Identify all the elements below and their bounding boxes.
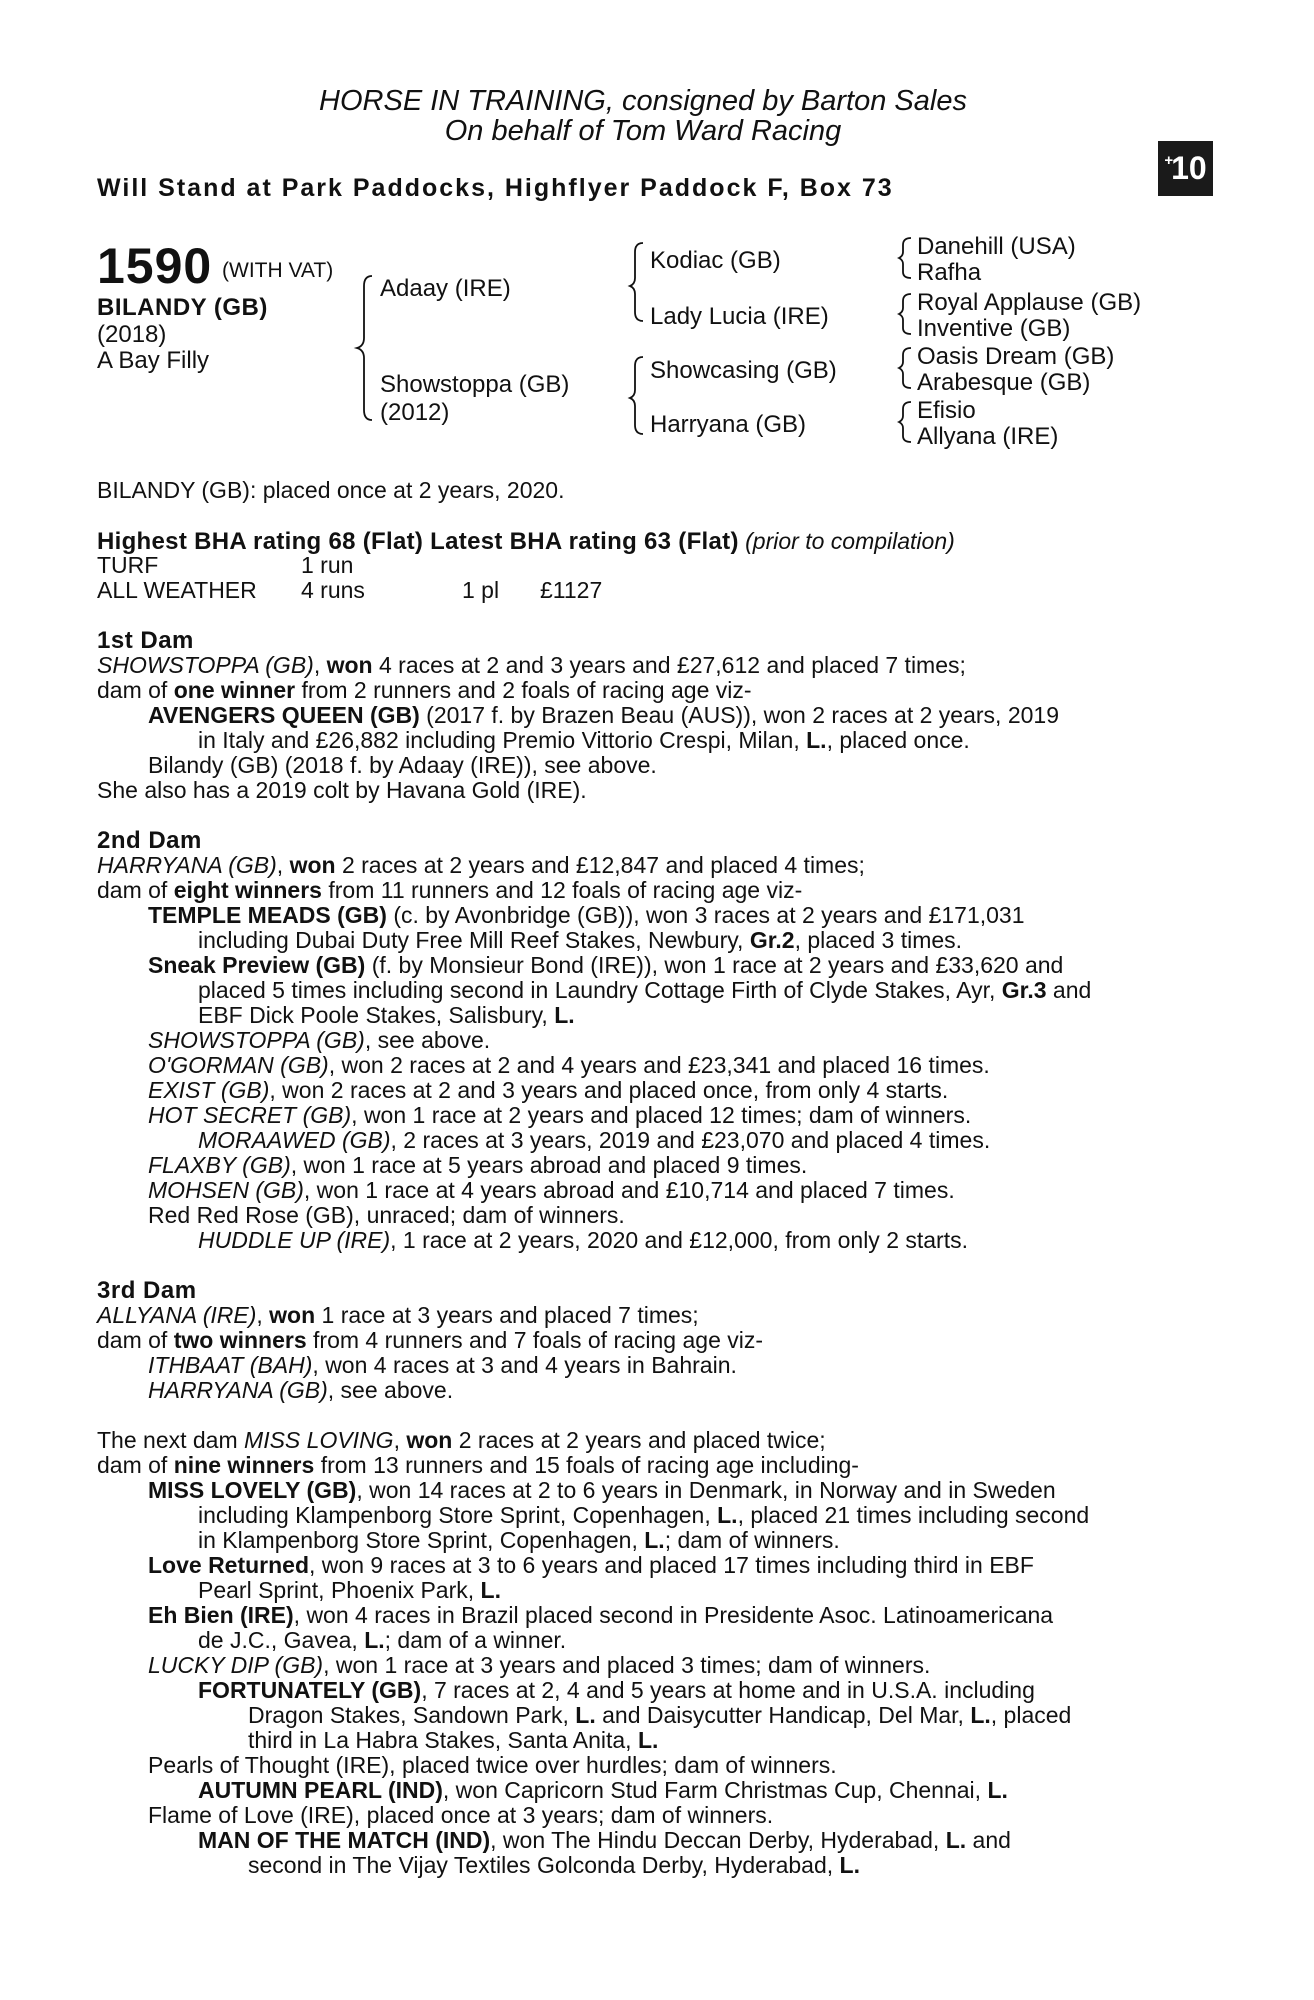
second-dam-produce: dam of eight winners from 11 runners and 12 foals of racing age viz- — [97, 877, 803, 903]
second-dam-foal-8: MOHSEN (GB), won 1 race at 4 years abroad and £10,714 and placed 7 times. — [148, 1177, 955, 1203]
next-dam-produce: dam of nine winners from 13 runners and 15 foals of racing age including- — [97, 1452, 859, 1478]
first-dam-produce: dam of one winner from 2 runners and 2 foals of racing age viz- — [97, 677, 752, 703]
horse-year: (2018) — [97, 321, 167, 348]
second-dam-foal-9: Red Red Rose (GB), unraced; dam of winners. — [148, 1202, 625, 1228]
gen3-8: Allyana (IRE) — [917, 423, 1059, 450]
gen3-6: Arabesque (GB) — [917, 369, 1091, 396]
first-dam-foal-2: Bilandy (GB) (2018 f. by Adaay (IRE)), see above. — [148, 752, 657, 778]
next-dam-foal-1-cont: including Klampenborg Store Sprint, Copenhagen, L., placed 21 times including second — [198, 1502, 1090, 1528]
sire-sire: Kodiac (GB) — [650, 247, 781, 274]
stand-location: Will Stand at Park Paddocks, Highflyer Paddock F, Box 73 — [97, 174, 894, 202]
next-dam-grandfoal-3: MAN OF THE MATCH (IND), won The Hindu Deccan Derby, Hyderabad, L. and — [198, 1827, 1011, 1853]
dam-sire: Showcasing (GB) — [650, 357, 837, 384]
brace-gen2-dam — [630, 357, 643, 434]
second-dam-line: HARRYANA (GB), won 2 races at 2 years and £12,847 and placed 4 times; — [97, 852, 865, 878]
second-dam-foal-4: O'GORMAN (GB), won 2 races at 2 and 4 years and £23,341 and placed 16 times. — [148, 1052, 990, 1078]
second-dam-foal-2-cont: placed 5 times including second in Laundry Cottage Firth of Clyde Stakes, Ayr, Gr.3 and — [198, 977, 1092, 1003]
gen3-5: Oasis Dream (GB) — [917, 343, 1115, 370]
gen3-7: Efisio — [917, 397, 976, 424]
first-dam-foal-1-cont: in Italy and £26,882 including Premio Vittorio Crespi, Milan, L., placed once. — [198, 727, 970, 753]
next-dam-grandfoal-1: FORTUNATELY (GB), 7 races at 2, 4 and 5 years at home and in U.S.A. including — [198, 1677, 1035, 1703]
vat-note: (WITH VAT) — [222, 259, 334, 282]
second-dam-foal-2: Sneak Preview (GB) (f. by Monsieur Bond (IRE)), won 1 race at 2 years and £33,620 and — [148, 952, 1064, 978]
brace-gen2-sire — [630, 243, 643, 321]
race-summary: BILANDY (GB): placed once at 2 years, 2020. — [97, 477, 565, 503]
second-dam-grandfoal-1: MORAAWED (GB), 2 races at 3 years, 2019 and £23,070 and placed 4 times. — [198, 1127, 991, 1153]
next-dam-foal-1-cont2: in Klampenborg Store Sprint, Copenhagen, L.; dam of winners. — [198, 1527, 840, 1553]
next-dam-grandfoal-3-cont: second in The Vijay Textiles Golconda Derby, Hyderabad, L. — [248, 1852, 860, 1878]
sire: Adaay (IRE) — [380, 275, 511, 302]
record-turf: TURF 1 run — [97, 552, 354, 578]
first-dam-heading: 1st Dam — [97, 627, 194, 654]
badge-plus-10-icon: + 10 — [1158, 141, 1213, 196]
consignor-subline: On behalf of Tom Ward Racing — [444, 115, 842, 147]
third-dam-produce: dam of two winners from 4 runners and 7 foals of racing age viz- — [97, 1327, 764, 1353]
second-dam-grandfoal-2: HUDDLE UP (IRE), 1 race at 2 years, 2020 and £12,000, from only 2 starts. — [198, 1227, 968, 1253]
second-dam-foal-2-cont2: EBF Dick Poole Stakes, Salisbury, L. — [198, 1002, 575, 1028]
next-dam-grandfoal-2: AUTUMN PEARL (IND), won Capricorn Stud Farm Christmas Cup, Chennai, L. — [198, 1777, 1008, 1803]
second-dam-foal-3: SHOWSTOPPA (GB), see above. — [148, 1027, 491, 1053]
dam: Showstoppa (GB) — [380, 371, 570, 398]
sire-dam: Lady Lucia (IRE) — [650, 303, 829, 330]
second-dam-heading: 2nd Dam — [97, 827, 202, 854]
gen3-3: Royal Applause (GB) — [917, 289, 1142, 316]
first-dam-foal-1: AVENGERS QUEEN (GB) (2017 f. by Brazen Beau (AUS)), won 2 races at 2 years, 2019 — [148, 702, 1059, 728]
second-dam-foal-1-cont: including Dubai Duty Free Mill Reef Stakes, Newbury, Gr.2, placed 3 times. — [198, 927, 963, 953]
dam-dam: Harryana (GB) — [650, 411, 807, 438]
next-dam-foal-1: MISS LOVELY (GB), won 14 races at 2 to 6 years in Denmark, in Norway and in Sweden — [148, 1477, 1056, 1503]
horse-description: A Bay Filly — [97, 347, 210, 374]
third-dam-heading: 3rd Dam — [97, 1277, 197, 1304]
second-dam-foal-1: TEMPLE MEADS (GB) (c. by Avonbridge (GB)), won 3 races at 2 years and £171,031 — [148, 902, 1025, 928]
second-dam-foal-5: EXIST (GB), won 2 races at 2 and 3 years and placed once, from only 4 starts. — [148, 1077, 949, 1103]
next-dam-grandfoal-1-cont2: third in La Habra Stakes, Santa Anita, L. — [248, 1727, 659, 1753]
brace-gen3-b — [899, 294, 911, 334]
first-dam-line: SHOWSTOPPA (GB), won 4 races at 2 and 3 years and £27,612 and placed 7 times; — [97, 652, 966, 678]
next-dam-foal-4: LUCKY DIP (GB), won 1 race at 3 years and placed 3 times; dam of winners. — [148, 1652, 931, 1678]
first-dam-note: She also has a 2019 colt by Havana Gold (IRE). — [97, 777, 587, 803]
brace-gen3-d — [899, 402, 911, 442]
next-dam-grandfoal-1-cont: Dragon Stakes, Sandown Park, L. and Daisycutter Handicap, Del Mar, L., placed — [248, 1702, 1072, 1728]
next-dam-foal-2-cont: Pearl Sprint, Phoenix Park, L. — [198, 1577, 501, 1603]
next-dam-foal-5: Pearls of Thought (IRE), placed twice over hurdles; dam of winners. — [148, 1752, 837, 1778]
third-dam-line: ALLYANA (IRE), won 1 race at 3 years and placed 7 times; — [97, 1302, 699, 1328]
next-dam-foal-6: Flame of Love (IRE), placed once at 3 years; dam of winners. — [148, 1802, 774, 1828]
next-dam-line: The next dam MISS LOVING, won 2 races at 2 years and placed twice; — [97, 1427, 826, 1453]
next-dam-foal-3-cont: de J.C., Gavea, L.; dam of a winner. — [198, 1627, 567, 1653]
gen3-1: Danehill (USA) — [917, 233, 1076, 260]
third-dam-foal-1: ITHBAAT (BAH), won 4 races at 3 and 4 years in Bahrain. — [148, 1352, 737, 1378]
next-dam-foal-2: Love Returned, won 9 races at 3 to 6 years and placed 17 times including third in EBF — [148, 1552, 1034, 1578]
horse-name: BILANDY (GB) — [97, 294, 268, 321]
bha-rating: Highest BHA rating 68 (Flat) Latest BHA rating 63 (Flat) (prior to compilation) — [97, 528, 955, 555]
pedigree-braces — [0, 0, 1314, 460]
next-dam-foal-3: Eh Bien (IRE), won 4 races in Brazil placed second in Presidente Asoc. Latinoamericana — [148, 1602, 1054, 1628]
gen3-4: Inventive (GB) — [917, 315, 1071, 342]
dam-year: (2012) — [380, 399, 450, 426]
brace-gen3-c — [899, 348, 911, 388]
brace-gen1 — [357, 276, 372, 420]
second-dam-foal-6: HOT SECRET (GB), won 1 race at 2 years and placed 12 times; dam of winners. — [148, 1102, 972, 1128]
lot-number: 1590 — [97, 238, 213, 294]
third-dam-foal-2: HARRYANA (GB), see above. — [148, 1377, 454, 1403]
second-dam-foal-7: FLAXBY (GB), won 1 race at 5 years abroad and placed 9 times. — [148, 1152, 808, 1178]
consignor-line: HORSE IN TRAINING, consigned by Barton Sales — [319, 85, 967, 117]
gen3-2: Rafha — [917, 259, 982, 286]
record-all-weather: ALL WEATHER 4 runs 1 pl £1127 — [97, 577, 603, 603]
brace-gen3-a — [899, 238, 911, 278]
